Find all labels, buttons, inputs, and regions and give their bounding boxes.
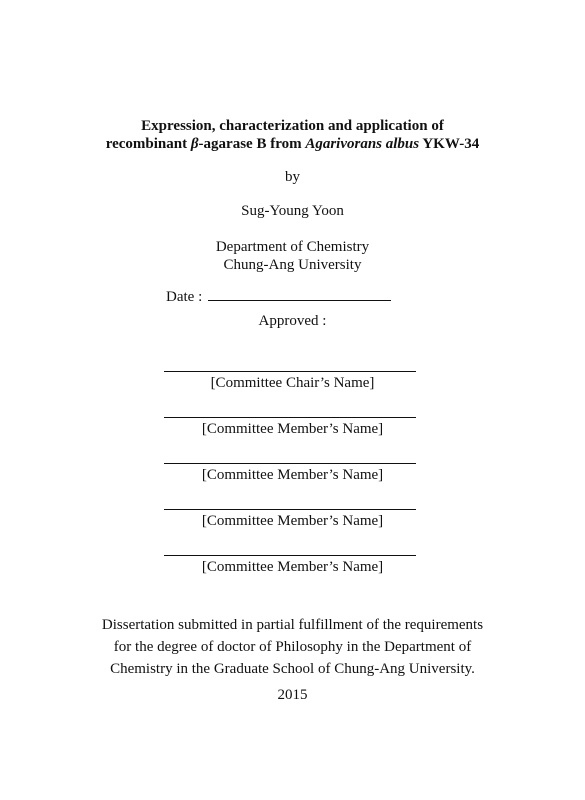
signature-line-member-4 [164,555,416,556]
title-line-2-post: YKW-34 [419,136,480,152]
signature-line-member-1 [164,417,416,418]
affiliation [0,238,585,274]
committee-member-name-2: [Committee Member’s Name] [201,467,384,483]
date-label: Date : [166,289,203,305]
committee-chair-name: [Committee Chair’s Name] [210,375,375,391]
signature-line-member-2 [164,463,416,464]
year: 2015 [277,687,308,703]
committee-member-name-4: [Committee Member’s Name] [201,559,384,575]
dissertation-line-2: for the degree of doctor of Philosophy in the Department of [113,639,472,655]
dissertation-statement [0,614,585,680]
by-label: by [285,169,300,185]
dissertation-line-1: Dissertation submitted in partial fulfillment of the requirements [101,617,484,633]
title-beta: β [190,136,199,152]
title-line-1: Expression, characterization and application of [141,118,444,134]
signature-line-member-3 [164,509,416,510]
dissertation-line-3: Chemistry in the Graduate School of Chung-Ang University. [110,661,475,677]
thesis-title [0,117,585,153]
committee-member-name-1: [Committee Member’s Name] [201,421,384,437]
title-line-2-pre: recombinant [105,136,191,152]
committee-member-name-3: [Committee Member’s Name] [201,513,384,529]
date-blank-line [208,286,391,301]
date-row [166,286,391,306]
university-name: Chung-Ang University [223,257,362,273]
title-line-2 [0,135,585,153]
title-line-2-mid: -agarase B from [198,136,306,152]
department-name: Department of Chemistry [215,239,370,255]
title-species: Agarivorans albus [305,136,420,152]
signature-line-chair [164,371,416,372]
approved-label: Approved : [258,313,327,329]
author-name: Sug-Young Yoon [241,203,344,219]
